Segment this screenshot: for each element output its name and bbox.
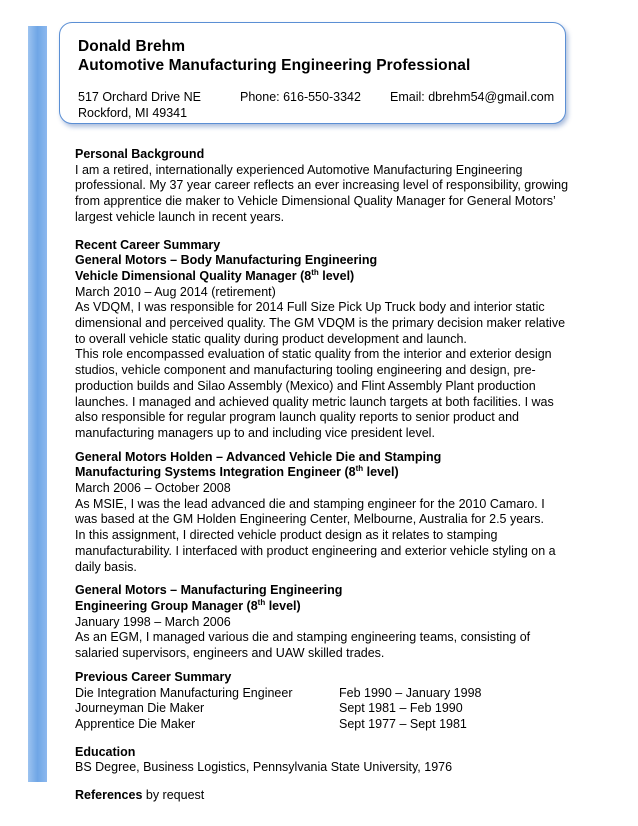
previous-role: Apprentice Die Maker xyxy=(75,716,196,731)
references-label: References xyxy=(75,788,143,803)
previous-role: Journeyman Die Maker xyxy=(75,701,205,716)
references-line xyxy=(75,788,569,804)
section-heading-recent: Recent Career Summary xyxy=(75,237,221,252)
section-heading-personal: Personal Background xyxy=(75,147,205,161)
references-text: by request xyxy=(142,788,205,803)
job-description-2: This role encompassed evaluation of static quality from the interior and exterior design studios, vehicle component and manufacturing tooling engineering and design, pre-production builds and Silao Assembly (Mexico) and Flint Assembly Plant production launches. I managed and achieved quality metric launch targets at both facilities. I was also responsible for regular program launch quality reports to senior product and manufacturing managers up to and including vice president level. xyxy=(75,347,554,440)
education-text: BS Degree, Business Logistics, Pennsylvania State University, 1976 xyxy=(75,760,453,775)
previous-row xyxy=(75,717,569,733)
previous-dates: Sept 1981 – Feb 1990 xyxy=(339,701,463,716)
job-role: Manufacturing Systems Integration Engineer (8th level) xyxy=(75,464,399,480)
previous-dates: Feb 1990 – January 1998 xyxy=(339,685,482,700)
job-role: Engineering Group Manager (8th level) xyxy=(75,597,301,613)
email: Email: dbrehm54@gmail.com xyxy=(390,90,555,104)
job-description: As MSIE, I was the lead advanced die and stamping engineer for the 2010 Camaro. I was based at the GM Holden Engineering Center, Melbourne, Australia for 2.5 years. xyxy=(75,496,545,527)
previous-row xyxy=(75,701,569,717)
personal-text: I am a retired, internationally experienced Automotive Manufacturing Engineering professional. My 37 year career reflects an ever increasing level of responsibility, growing from apprentice die maker to Vehicle Dimensional Quality Manager for General Motors’ largest vehicle launch in recent years. xyxy=(75,162,569,224)
previous-row xyxy=(75,686,569,702)
candidate-title: Automotive Manufacturing Engineering Professional xyxy=(78,57,471,74)
job-company: General Motors – Manufacturing Engineering xyxy=(75,583,343,598)
job-dates: March 2006 – October 2008 xyxy=(75,481,231,496)
previous-role: Die Integration Manufacturing Engineer xyxy=(75,685,293,700)
job-company: General Motors Holden – Advanced Vehicle Die and Stamping xyxy=(75,449,442,464)
job-role: Vehicle Dimensional Quality Manager (8th level) xyxy=(75,267,355,283)
job-dates: March 2010 – Aug 2014 (retirement) xyxy=(75,284,276,299)
job-company: General Motors – Body Manufacturing Engineering xyxy=(75,253,378,268)
job-description: As VDQM, I was responsible for 2014 Full Size Pick Up Truck body and interior static dimensional and perceived quality. The GM VDQM is the primary decision maker relative to overall vehicle static quality during product development and launch. xyxy=(75,300,566,346)
job-dates: January 1998 – March 2006 xyxy=(75,614,231,629)
job-description: As an EGM, I managed various die and stamping engineering teams, consisting of salaried supervisors, engineers and UAW skilled trades. xyxy=(75,630,531,661)
previous-dates: Sept 1977 – Sept 1981 xyxy=(339,716,467,731)
phone: Phone: 616-550-3342 xyxy=(240,90,361,104)
resume-body xyxy=(75,147,569,804)
section-heading-education: Education xyxy=(75,744,136,759)
address-line-2: Rockford, MI 49341 xyxy=(78,106,188,120)
job-description-2: In this assignment, I directed vehicle product design as it relates to stamping manufacturability. I interfaced with product engineering and exterior vehicle styling on a daily basis. xyxy=(75,528,556,574)
decorative-sidebar-bar xyxy=(28,26,47,782)
address-line-1: 517 Orchard Drive NE xyxy=(78,90,201,104)
section-heading-previous: Previous Career Summary xyxy=(75,669,232,684)
candidate-name: Donald Brehm xyxy=(78,38,186,55)
